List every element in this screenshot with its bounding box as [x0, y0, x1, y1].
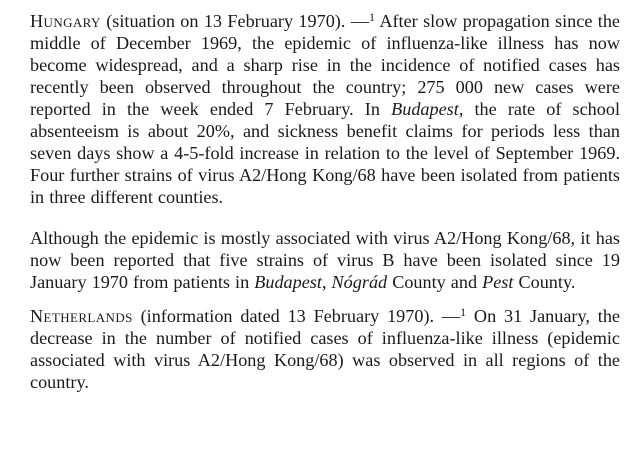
footnote-marker: 1: [460, 305, 467, 319]
hungary-text-b: , the rate of school absenteeism is about 20%, and sickness benefit claims for periods less than seven days show a 4-5-fold increase in relation to the level of September 1969. Four further strains of virus A2/Hong Kong/68 have been isolated from patients in three different counties.: [30, 99, 621, 207]
hungary-paragraph-1: [30, 10, 620, 208]
city-name: Budapest: [254, 272, 322, 292]
hungary-p2-text-a: Although the epidemic is mostly associated with virus A2/Hong Kong/68, it has now been reported that five strains of virus B have been isolated since 19 January 1970 from patients in: [30, 228, 620, 292]
hungary-intro: (situation on 13 February 1970). —: [100, 11, 369, 31]
footnote-marker: 1: [368, 10, 375, 24]
netherlands-text: On 31 January, the decrease in the number of notified cases of influenza-like illness (epidemic associated with virus A2/Hong Kong/68) was observed in all regions of the country.: [30, 306, 620, 392]
country-heading-netherlands: Netherlands: [30, 306, 133, 326]
hungary-p2-text-b: ,: [321, 272, 332, 292]
hungary-p2-text-c: County and: [387, 272, 483, 292]
country-heading-hungary: Hungary: [30, 11, 101, 31]
netherlands-paragraph: [30, 305, 620, 393]
county-name: Nógrád: [331, 272, 388, 292]
hungary-p2-text-d: County.: [513, 272, 576, 292]
city-name: Budapest: [391, 99, 459, 119]
hungary-paragraph-2: [30, 227, 620, 293]
netherlands-intro: (information dated 13 February 1970). —: [132, 306, 461, 326]
county-name: Pest: [482, 272, 514, 292]
hungary-text-a: After slow propagation since the middle of December 1969, the epidemic of influenza-like illness has now become widespread, and a sharp rise in the incidence of notified cases has recently been observed throughout the country; 275 000 new cases were reported in the week ended 7 February. In: [30, 11, 621, 119]
